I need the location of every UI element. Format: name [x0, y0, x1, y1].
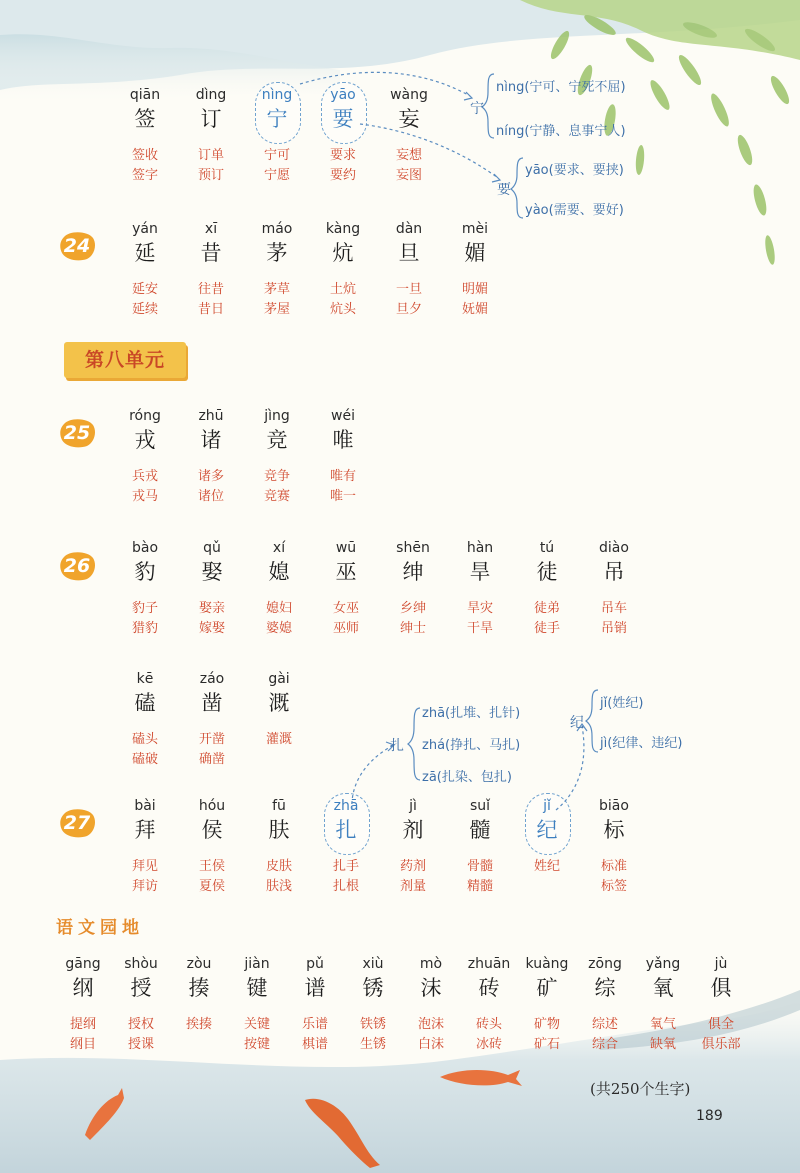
example-word: 茅草: [263, 282, 290, 297]
pinyin: jì: [409, 798, 417, 814]
pinyin: biāo: [599, 798, 629, 814]
example-word: 授课: [127, 1037, 154, 1052]
example-word: 宁愿: [263, 168, 290, 183]
pinyin: zhū: [198, 408, 224, 424]
example-word: 巫师: [332, 621, 359, 636]
pinyin: yán: [132, 221, 158, 237]
hanzi: 宁: [266, 107, 288, 131]
note-ji-reading-2: jì(纪律、违纪): [600, 736, 683, 751]
example-word: 剂量: [399, 879, 426, 894]
example-word: 冰砖: [475, 1037, 502, 1052]
page-number: 189: [696, 1108, 723, 1124]
example-word: 药剂: [399, 859, 426, 874]
hanzi: 俱: [710, 976, 732, 1000]
example-word: 棋谱: [301, 1037, 328, 1052]
lesson-number: 26: [63, 555, 91, 577]
lesson-number: 27: [63, 812, 91, 834]
hanzi: 纲: [72, 976, 94, 1000]
example-word: 挨揍: [185, 1017, 212, 1032]
example-word: 戎马: [131, 489, 158, 504]
section-title-yuwen-yuandi: 语文园地: [56, 918, 144, 938]
example-word: 按键: [243, 1037, 270, 1052]
example-word: 纲目: [69, 1037, 96, 1052]
example-word: 土炕: [329, 282, 356, 297]
pinyin: pǔ: [306, 956, 324, 972]
hanzi: 锈: [362, 976, 384, 1000]
hanzi: 戎: [134, 428, 156, 452]
pinyin: bào: [131, 540, 159, 556]
pinyin: yāo: [330, 87, 356, 103]
pinyin: suǐ: [469, 798, 491, 814]
note-yao-reading-1: yāo(要求、要挟): [525, 163, 624, 178]
pinyin: tú: [539, 540, 555, 556]
example-word: 女巫: [332, 601, 359, 616]
example-word: 明媚: [461, 282, 488, 297]
pinyin: wū: [335, 540, 357, 556]
example-word: 灌溉: [265, 732, 292, 747]
hanzi: 磕: [134, 691, 156, 715]
example-word: 标准: [600, 859, 627, 874]
example-word: 乡绅: [399, 601, 426, 616]
example-word: 肤浅: [265, 879, 292, 894]
pinyin: jìng: [264, 408, 290, 424]
pinyin: hóu: [198, 798, 226, 814]
example-word: 豹子: [131, 601, 158, 616]
example-word: 砖头: [475, 1017, 502, 1032]
example-word: 茅屋: [263, 302, 290, 317]
example-word: 拜访: [131, 879, 158, 894]
hanzi: 徒: [536, 560, 558, 584]
pinyin: zhā: [333, 798, 359, 814]
note-ning-reading-1: nìng(宁可、宁死不屈): [496, 80, 626, 95]
example-word: 媳妇: [265, 601, 292, 616]
example-word: 娶亲: [198, 601, 225, 616]
pinyin: gāng: [65, 956, 101, 972]
example-word: 皮肤: [265, 859, 292, 874]
example-word: 矿物: [533, 1017, 560, 1032]
example-word: 氧气: [649, 1017, 676, 1032]
hanzi: 妄: [398, 107, 420, 131]
pinyin: qǔ: [203, 540, 221, 556]
note-ji-char: 纪: [570, 715, 584, 731]
example-word: 诸位: [197, 489, 224, 504]
example-word: 骨髓: [466, 859, 493, 874]
pinyin: kē: [136, 671, 154, 687]
example-word: 订单: [197, 148, 224, 163]
example-word: 干旱: [466, 621, 493, 636]
hanzi: 巫: [335, 560, 357, 584]
example-word: 关键: [243, 1017, 270, 1032]
example-word: 兵戎: [131, 469, 158, 484]
hanzi: 侯: [201, 818, 223, 842]
hanzi: 凿: [201, 691, 223, 715]
pinyin: shòu: [124, 956, 158, 972]
pinyin: qiān: [129, 87, 161, 103]
hanzi: 茅: [266, 241, 288, 265]
pinyin: dàn: [395, 221, 423, 237]
hanzi: 标: [603, 818, 625, 842]
total-characters-count: (共250个生字): [590, 1080, 691, 1098]
example-word: 唯一: [329, 489, 356, 504]
lesson-number: 25: [63, 422, 91, 444]
hanzi: 揍: [188, 976, 210, 1000]
hanzi: 纪: [536, 818, 558, 842]
hanzi: 旦: [398, 241, 420, 265]
example-word: 乐谱: [301, 1017, 328, 1032]
note-ning-char: 宁: [470, 101, 484, 117]
example-word: 姓纪: [533, 859, 560, 874]
note-zha-reading-1: zhā(扎堆、扎针): [422, 706, 521, 721]
example-word: 妩媚: [461, 302, 488, 317]
example-word: 炕头: [329, 302, 356, 317]
hanzi: 扎: [335, 818, 357, 842]
note-zha-reading-3: zā(扎染、包扎): [422, 770, 512, 785]
hanzi: 订: [200, 107, 222, 131]
hanzi: 氧: [652, 976, 674, 1000]
pinyin: hàn: [466, 540, 494, 556]
example-word: 猎豹: [131, 621, 158, 636]
hanzi: 谱: [304, 976, 326, 1000]
note-ji-reading-1: jǐ(姓纪): [600, 696, 644, 711]
example-word: 王侯: [198, 859, 225, 874]
example-word: 矿石: [533, 1037, 560, 1052]
example-word: 标签: [600, 879, 627, 894]
hanzi: 砖: [478, 976, 500, 1000]
pinyin: gài: [268, 671, 290, 687]
hanzi: 肤: [268, 818, 290, 842]
example-word: 宁可: [263, 148, 290, 163]
example-word: 徒弟: [533, 601, 560, 616]
note-yao-reading-2: yào(需要、要好): [525, 203, 624, 218]
note-ning-reading-2: níng(宁静、息事宁人): [496, 124, 626, 139]
pinyin: róng: [129, 408, 161, 424]
hanzi: 要: [332, 107, 354, 131]
pinyin: yǎng: [645, 956, 681, 972]
unit-title: 第八单元: [84, 349, 165, 371]
example-word: 妄图: [395, 168, 422, 183]
pinyin: dìng: [195, 87, 227, 103]
example-word: 俱全: [707, 1017, 734, 1032]
pinyin: xī: [204, 221, 218, 237]
example-word: 白沫: [417, 1037, 444, 1052]
example-word: 延安: [131, 282, 158, 297]
example-word: 拜见: [131, 859, 158, 874]
hanzi: 综: [594, 976, 616, 1000]
example-word: 婆媳: [265, 621, 292, 636]
example-word: 往昔: [197, 282, 224, 297]
example-word: 签收: [131, 148, 158, 163]
example-word: 开凿: [198, 732, 225, 747]
hanzi: 唯: [332, 428, 354, 452]
hanzi: 旱: [469, 560, 491, 584]
example-word: 要求: [329, 148, 356, 163]
hanzi: 媳: [268, 560, 290, 584]
hanzi: 矿: [536, 976, 558, 1000]
example-word: 精髓: [466, 879, 493, 894]
example-word: 夏侯: [198, 879, 225, 894]
example-word: 综述: [591, 1017, 618, 1032]
hanzi: 诸: [200, 428, 222, 452]
example-word: 磕破: [131, 752, 158, 767]
hanzi: 剂: [402, 818, 424, 842]
pinyin: fū: [272, 798, 286, 814]
hanzi: 键: [246, 976, 268, 1000]
example-word: 竞争: [263, 469, 290, 484]
pinyin: nìng: [261, 87, 293, 103]
hanzi: 溉: [268, 691, 290, 715]
hanzi: 绅: [402, 560, 424, 584]
example-word: 扎手: [332, 859, 359, 874]
hanzi: 授: [130, 976, 152, 1000]
example-word: 一旦: [395, 282, 422, 297]
pinyin: mò: [419, 956, 443, 972]
pinyin: xí: [272, 540, 286, 556]
pinyin: diào: [599, 540, 629, 556]
hanzi: 昔: [200, 241, 222, 265]
example-word: 提纲: [69, 1017, 96, 1032]
hanzi: 髓: [469, 818, 491, 842]
example-word: 嫁娶: [198, 621, 225, 636]
hanzi: 娶: [201, 560, 223, 584]
example-word: 徒手: [533, 621, 560, 636]
example-word: 生锈: [359, 1037, 386, 1052]
example-word: 吊销: [600, 621, 627, 636]
hanzi: 媚: [464, 241, 486, 265]
pinyin: jiàn: [244, 956, 270, 972]
lesson-number: 24: [63, 235, 91, 257]
pinyin: kàng: [325, 221, 361, 237]
pinyin: xiù: [362, 956, 384, 972]
pinyin: záo: [199, 671, 225, 687]
example-word: 俱乐部: [701, 1037, 741, 1052]
hanzi: 拜: [134, 818, 156, 842]
pinyin: shēn: [396, 540, 430, 556]
example-word: 授权: [127, 1017, 154, 1032]
pinyin: jǐ: [543, 798, 551, 814]
example-word: 签字: [131, 168, 158, 183]
example-word: 铁锈: [359, 1017, 386, 1032]
example-word: 诸多: [197, 469, 224, 484]
hanzi: 延: [134, 241, 156, 265]
example-word: 预订: [197, 168, 224, 183]
example-word: 磕头: [131, 732, 158, 747]
hanzi: 吊: [603, 560, 625, 584]
example-word: 妄想: [395, 148, 422, 163]
pinyin: wéi: [331, 408, 355, 424]
example-word: 确凿: [198, 752, 225, 767]
example-word: 旱灾: [466, 601, 493, 616]
example-word: 要约: [329, 168, 356, 183]
example-word: 缺氧: [649, 1037, 676, 1052]
example-word: 绅士: [399, 621, 426, 636]
note-zha-char: 扎: [390, 738, 404, 754]
pinyin: jù: [714, 956, 728, 972]
hanzi: 签: [134, 107, 156, 131]
example-word: 唯有: [329, 469, 356, 484]
pinyin: bài: [134, 798, 156, 814]
hanzi: 竞: [266, 428, 288, 452]
pinyin: zōng: [588, 956, 622, 972]
hanzi: 豹: [134, 560, 156, 584]
example-word: 综合: [591, 1037, 618, 1052]
example-word: 吊车: [600, 601, 627, 616]
example-word: 延续: [131, 302, 158, 317]
pinyin: máo: [261, 221, 293, 237]
pinyin: wàng: [390, 87, 428, 103]
note-zha-reading-2: zhá(挣扎、马扎): [422, 738, 521, 753]
hanzi: 炕: [332, 241, 354, 265]
pinyin: mèi: [461, 221, 489, 237]
pinyin: zòu: [186, 956, 212, 972]
example-word: 昔日: [197, 302, 224, 317]
pinyin: zhuān: [467, 956, 511, 972]
pinyin: kuàng: [525, 956, 569, 972]
example-word: 扎根: [332, 879, 359, 894]
note-yao-char: 要: [497, 182, 511, 198]
example-word: 旦夕: [395, 302, 422, 317]
hanzi: 沫: [420, 976, 442, 1000]
example-word: 泡沫: [417, 1017, 444, 1032]
example-word: 竞赛: [263, 489, 290, 504]
